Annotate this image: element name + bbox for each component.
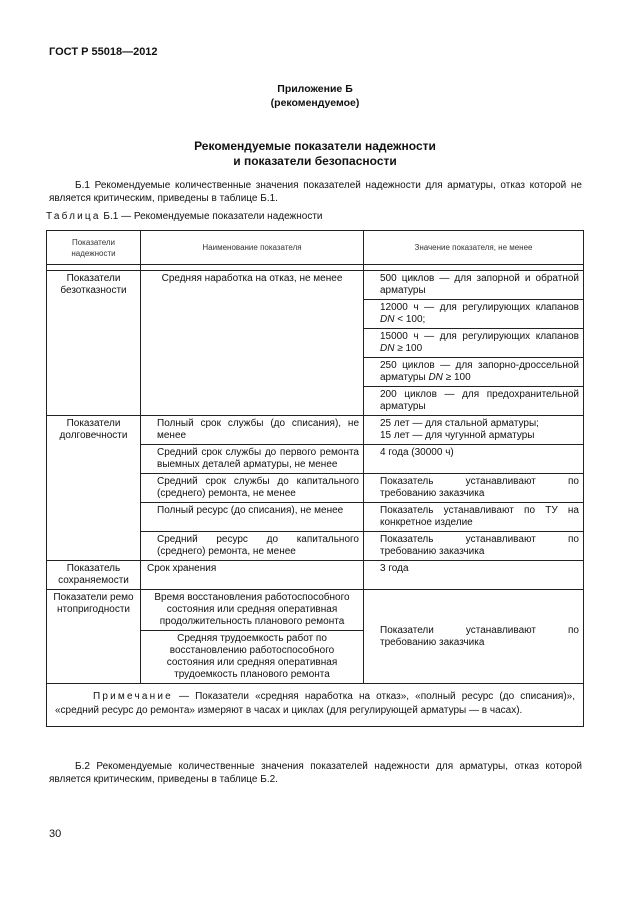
reliability-table [46, 230, 584, 727]
section-title-line2: и показатели безопасности [233, 154, 397, 168]
indicator-value: 25 лет — для стальной арматуры; 15 лет — для чугунной арматуры [364, 416, 584, 445]
group-reliability: Показатели безотказности [47, 271, 141, 416]
indicator-value: 15000 ч — для регулирующих клапанов DN ≥ 100 [364, 329, 584, 358]
group-maintainability: Показатели ремонтопригодности [47, 590, 141, 684]
indicator-name: Время восстановления работоспособного состояния или средняя оперативная продолжительность планового ремонта [141, 590, 364, 631]
indicator-value: Показатель устанавливают по ТУ на конкретное изделие [364, 503, 584, 532]
note-prefix: Примечание [93, 691, 173, 702]
group-durability: Показатели долговечности [47, 416, 141, 561]
annex-heading [0, 82, 630, 110]
indicator-value: Показатели устанавливают по требованию заказчика [364, 590, 584, 684]
indicator-value: 3 года [364, 561, 584, 590]
paragraph-b2-text: Б.2 Рекомендуемые количественные значения показателей надежности для арматуры, отказ которой является критическим, приведены в таблице Б.2. [49, 761, 582, 785]
table-caption-prefix: Таблица [46, 211, 101, 222]
indicator-name: Средняя трудоемкость работ по восстановлению работоспособного состояния или средняя оперативная трудоемкость планового ремонта [141, 631, 364, 684]
table-note [47, 684, 584, 727]
table-row [47, 561, 584, 590]
indicator-name: Средний срок службы до первого ремонта выемных деталей арматуры, не менее [141, 445, 364, 474]
standard-code: ГОСТ Р 55018—2012 [49, 46, 158, 58]
indicator-value: 250 циклов — для запорно-дроссельной арматуры DN ≥ 100 [364, 358, 584, 387]
table-caption-text: Б.1 — Рекомендуемые показатели надежности [100, 211, 323, 222]
note-text: — Показатели «средняя наработка на отказ», «полный ресурс (до списания)», «средний ресурс до ремонта» измеряют в часах и циклах (для регулирующей арматуры — в часах). [55, 691, 575, 716]
paragraph-b1-text: Б.1 Рекомендуемые количественные значения показателей надежности для арматуры, отказ которой не является критическим, приведены в таблице Б.1. [49, 180, 582, 204]
section-title-line1: Рекомендуемые показатели надежности [194, 139, 436, 153]
header-col-value: Значение показателя, не менее [364, 231, 584, 265]
indicator-value: 500 циклов — для запорной и обратной арматуры [364, 271, 584, 300]
group-storability: Показатель сохраняемости [47, 561, 141, 590]
indicator-value: 4 года (30000 ч) [364, 445, 584, 474]
indicator-value: 200 циклов — для предохранительной арматуры [364, 387, 584, 416]
page-number: 30 [49, 828, 62, 840]
table-note-row [47, 684, 584, 727]
annex-title: Приложение Б [277, 83, 353, 95]
table-row [47, 416, 584, 445]
table-header-row [47, 231, 584, 265]
indicator-name: Полный ресурс (до списания), не менее [141, 503, 364, 532]
paragraph-b1 [49, 179, 582, 205]
indicator-name: Средний ресурс до капитального (среднего) ремонта, не менее [141, 532, 364, 561]
table-row [47, 590, 584, 631]
header-col-reliability: Показатели надежности [47, 231, 141, 265]
section-title [0, 139, 630, 169]
table-row [47, 271, 584, 300]
indicator-name: Средняя наработка на отказ, не менее [141, 271, 364, 416]
indicator-value: 12000 ч — для регулирующих клапанов DN < 100; [364, 300, 584, 329]
indicator-value: Показатель устанавливают по требованию заказчика [364, 474, 584, 503]
indicator-value: Показатель устанавливают по требованию заказчика [364, 532, 584, 561]
indicator-name: Срок хранения [141, 561, 364, 590]
header-col-name: Наименование показателя [141, 231, 364, 265]
paragraph-b2 [49, 760, 582, 786]
indicator-name: Полный срок службы (до списания), не менее [141, 416, 364, 445]
indicator-name: Средний срок службы до капитального (среднего) ремонта, не менее [141, 474, 364, 503]
annex-status: (рекомендуемое) [270, 97, 360, 109]
table-caption [46, 211, 322, 222]
